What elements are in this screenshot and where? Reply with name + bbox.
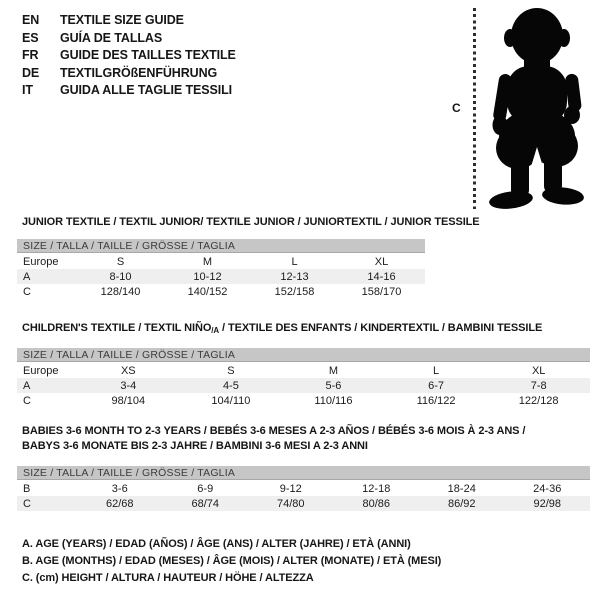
table-row	[17, 254, 425, 269]
size-table	[17, 348, 590, 408]
table-cell: 4-5	[222, 379, 239, 392]
table-cell: XL	[374, 255, 389, 268]
size-section	[17, 424, 590, 511]
table-cell: 128/140	[100, 285, 141, 298]
table-cell: 68/74	[191, 497, 220, 510]
table-row	[17, 393, 590, 408]
height-measure-label: C	[452, 101, 461, 115]
language-title: TEXTILE SIZE GUIDE	[60, 13, 184, 27]
size-section	[17, 215, 480, 299]
table-cell: 158/170	[361, 285, 402, 298]
table-cell: 62/68	[105, 497, 134, 510]
table-cell: M	[328, 364, 339, 377]
section-title-text: JUNIOR TEXTILE / TEXTIL JUNIOR/ TEXTILE JUNIOR / JUNIORTEXTIL / JUNIOR TESSILE	[22, 216, 480, 228]
height-measure-line	[473, 8, 476, 209]
table-cell: 110/116	[314, 394, 353, 407]
table-cell: 10-12	[193, 270, 222, 283]
table-cell: M	[202, 255, 213, 268]
language-row	[22, 12, 236, 30]
footnote-line: A. AGE (YEARS) / EDAD (AÑOS) / ÂGE (ANS) / ALTER (JAHRE) / ETÀ (ANNI)	[22, 538, 411, 550]
language-row	[22, 82, 236, 100]
table-cell: L	[433, 364, 440, 377]
section-title-line	[22, 439, 590, 454]
table-cell: L	[291, 255, 298, 268]
toddler-silhouette-icon	[477, 4, 600, 212]
row-label: Europe	[23, 255, 59, 268]
section-title-text: /A	[211, 326, 220, 335]
section-title	[22, 424, 590, 454]
section-title	[22, 321, 590, 338]
language-code: DE	[22, 65, 40, 80]
language-code: FR	[22, 48, 39, 63]
row-label: A	[23, 379, 31, 392]
section-title-line	[22, 215, 480, 230]
size-table	[17, 466, 590, 511]
size-header-bar: SIZE / TALLA / TAILLE / GRÖSSE / TAGLIA	[17, 466, 590, 480]
language-row	[22, 47, 236, 65]
table-cell: 14-16	[367, 270, 396, 283]
table-cell: 12-18	[362, 482, 391, 495]
table-cell: XS	[120, 364, 136, 377]
section-title-line	[22, 424, 590, 439]
table-cell: 9-12	[279, 482, 302, 495]
row-label: B	[23, 482, 31, 495]
section-title-text: CHILDREN'S TEXTILE / TEXTIL NIÑO	[22, 322, 212, 334]
table-cell: 104/110	[211, 394, 251, 407]
table-cell: 18-24	[447, 482, 476, 495]
table-cell: 140/152	[187, 285, 228, 298]
table-cell: S	[116, 255, 125, 268]
language-code: IT	[22, 83, 33, 98]
table-row	[17, 363, 590, 378]
table-cell: 92/98	[533, 497, 562, 510]
table-row	[17, 284, 425, 299]
table-cell: 3-6	[111, 482, 128, 495]
row-label: C	[23, 497, 31, 510]
footnote-line: B. AGE (MONTHS) / EDAD (MESES) / ÂGE (MOIS) / ALTER (MONATE) / ETÀ (MESI)	[22, 555, 442, 568]
table-cell: XL	[531, 364, 546, 377]
table-cell: 122/128	[518, 394, 559, 407]
section-title-line	[22, 321, 590, 338]
size-table	[17, 239, 425, 299]
table-cell: 6-9	[197, 482, 214, 495]
table-cell: 116/122	[416, 394, 456, 407]
table-cell: S	[227, 364, 235, 377]
table-row	[17, 269, 425, 284]
table-cell: 5-6	[325, 379, 342, 392]
language-row	[22, 65, 236, 83]
figure-block	[440, 0, 600, 215]
language-row	[22, 30, 236, 48]
language-list	[22, 12, 236, 100]
row-label: C	[23, 285, 31, 298]
row-label: C	[23, 394, 31, 407]
size-header-bar: SIZE / TALLA / TAILLE / GRÖSSE / TAGLIA	[17, 239, 425, 253]
table-cell: 8-10	[109, 270, 132, 283]
size-header-bar: SIZE / TALLA / TAILLE / GRÖSSE / TAGLIA	[17, 348, 590, 362]
language-title: GUÍA DE TALLAS	[60, 30, 163, 45]
section-title	[22, 215, 480, 230]
table-cell: 24-36	[533, 482, 562, 495]
row-label: A	[23, 270, 31, 283]
row-label: Europe	[23, 364, 59, 377]
table-cell: 7-8	[530, 379, 547, 392]
table-cell: 3-4	[120, 379, 137, 392]
table-cell: 74/80	[276, 497, 305, 510]
section-title-text: / TEXTILE DES ENFANTS / KINDERTEXTIL / BAMBINI TESSILE	[219, 322, 543, 334]
table-cell: 12-13	[280, 270, 309, 283]
size-section	[17, 321, 590, 408]
language-title: TEXTILGRÖßENFÜHRUNG	[60, 65, 218, 80]
table-cell: 152/158	[274, 285, 315, 298]
table-cell: 80/86	[362, 497, 391, 510]
table-row	[17, 378, 590, 393]
language-title: GUIDE DES TAILLES TEXTILE	[60, 48, 236, 63]
language-code: EN	[22, 13, 40, 27]
footnote-line: C. (cm) HEIGHT / ALTURA / HAUTEUR / HÖHE / ALTEZZA	[22, 572, 314, 585]
table-row	[17, 481, 590, 496]
footnotes	[22, 536, 441, 588]
language-code: ES	[22, 30, 39, 45]
table-cell: 98/104	[111, 394, 146, 407]
section-title-text: BABYS 3-6 MONATE BIS 2-3 JAHRE / BAMBINI 3-6 MESI A 2-3 ANNI	[22, 440, 368, 452]
table-row	[17, 496, 590, 511]
table-cell: 6-7	[428, 379, 445, 392]
language-title: GUIDA ALLE TAGLIE TESSILI	[60, 83, 233, 98]
section-title-text: BABIES 3-6 MONTH TO 2-3 YEARS / BEBÉS 3-6 MESES A 2-3 AÑOS / BÉBÉS 3-6 MOIS À 2-3 ANS /	[22, 425, 526, 437]
table-cell: 86/92	[447, 497, 476, 510]
